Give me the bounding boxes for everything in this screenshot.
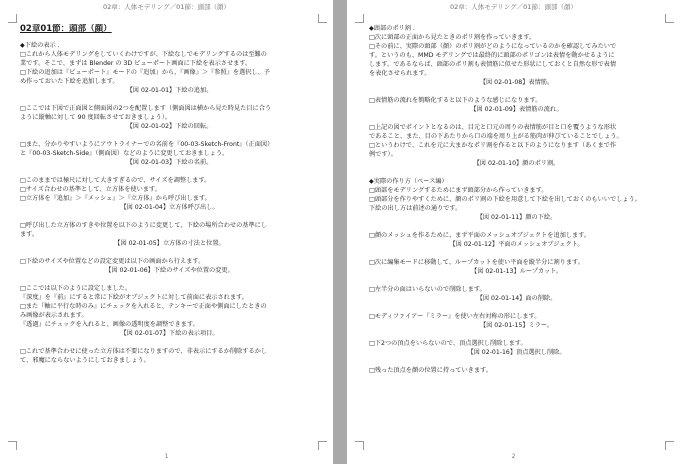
paragraph-line: □また『軸に平行な時のみ』にチェックを入れると、テンキーで正面や側面にしたときの xyxy=(20,303,267,310)
figure-caption: 【図 02-01-11】顔の下絵。 xyxy=(476,214,557,221)
blank-line xyxy=(369,222,664,231)
paragraph-line: □頭部分を作りやすくために、顔のポリ割の下絵を用意して下絵を出しておくのもいいでしょう。 xyxy=(369,196,641,203)
margin-corner-mark xyxy=(355,441,364,450)
paragraph-line: □立方体を『追加』＞『メッシュ』＞『立方体』から呼び出します。 xyxy=(20,195,211,202)
running-header: 02章：人体モデリング／01節：頭部（顔） xyxy=(103,3,230,11)
paragraph-line: □これで基準合わせに使った立方体は不要になりますので、非表示にするか削除するかし xyxy=(20,348,268,355)
paragraph-line: □顔のメッシュを作るために、まず平面のメッシュオブジェクトを追加します。 xyxy=(369,232,591,239)
paragraph-line: □サイズ合わせの基準として、立方体を使います。 xyxy=(20,186,161,193)
blank-line xyxy=(369,249,664,258)
paragraph-line: □モディファイアー『ミラー』を使い左右対称の形にします。 xyxy=(369,313,541,320)
paragraph-line: 『深度』を『前』にすると常に下絵がオブジェクトに対して前面に表示されます。 xyxy=(20,294,248,301)
chapter-title: 02章01節：頭部（顔） xyxy=(20,24,112,34)
paragraph-line: 業です。そこで、まずは Blender の 3D ビューポート画面に下絵を表示させます。 xyxy=(20,60,252,67)
figure-caption: 【図 02-01-16】頂点選択し削除。 xyxy=(467,349,566,356)
blank-line xyxy=(369,87,664,96)
section-heading: ◆実際の作り方（ベース編） xyxy=(369,178,448,185)
blank-line xyxy=(20,167,319,176)
paragraph-line: □表情筋の流れを簡略化すると以下のような感じになります。 xyxy=(369,97,542,104)
margin-corner-mark xyxy=(355,14,364,23)
blank-line xyxy=(20,338,319,347)
paragraph-line: と『00-03-Sketch-Side』（側面図）などのように変更しておきましょう。 xyxy=(20,150,229,157)
blank-line xyxy=(369,303,664,312)
paragraph-line: ます。 xyxy=(20,231,39,238)
blank-line xyxy=(369,330,664,339)
margin-corner-mark xyxy=(318,14,327,23)
blank-line xyxy=(369,357,664,366)
margin-corner-mark xyxy=(665,14,674,23)
paragraph-line: □残った頂点を顔の位置に持っていきます。 xyxy=(369,367,492,374)
margin-corner-mark xyxy=(8,441,17,450)
paragraph-line: します。であるならば、頭部のポリ割も表情筋に似せた形状にしておくと自然な形で表情 xyxy=(369,61,617,68)
section-heading: ◆下絵の表示 . xyxy=(20,42,60,49)
blank-line xyxy=(20,275,319,284)
paragraph-line: であること、また、目の下あたりから口の端を周り上がる筋肉が伸びていることでしょう。 xyxy=(369,133,623,140)
section-heading: ◆頭部のポリ割 . xyxy=(369,25,415,32)
paragraph-line: ように縦軸に対して 90 度回転させておきましょう）。 xyxy=(20,114,172,121)
figure-caption: 【図 02-01-15】ミラー。 xyxy=(479,322,554,329)
paragraph-line: □というわけで、これを元に大まかなポリ割を作ると以下のようになります（あくまで作 xyxy=(369,142,617,149)
running-header: 02章：人体モデリング／01節：頭部（顔） xyxy=(450,3,577,11)
paragraph-line: □上記の図でポイントとなるのは、目元と口元の周りの表情筋が目と口を覆うような形状 xyxy=(369,124,617,131)
paragraph-line: め作っておいた下絵を追加します。 xyxy=(20,78,119,85)
figure-caption: 【図 02-01-12】平面のメッシュオブジェクト。 xyxy=(449,241,584,248)
paragraph-line: み画像が表示されます。 xyxy=(20,312,88,319)
paragraph-line: □ここでは下図で正面図と側面図の2つを配置します（側面図は横から見た時見た目に合う xyxy=(20,105,272,112)
paragraph-line: 下絵の出し方は前述の通りです。 xyxy=(369,205,462,212)
paragraph-line: □ここでは以下のように設定しました。 xyxy=(20,285,132,292)
paragraph-line: す。というのも、MMD モデリングでは最終的に頭部のポリゴンは表情を動かせるように xyxy=(369,52,615,59)
figure-caption: 【図 02-01-05】立方体の寸法と位置。 xyxy=(114,240,225,247)
paragraph-line: □下2つの頂点をいらないので、頂点選択し削除します。 xyxy=(369,340,527,347)
blank-line xyxy=(369,276,664,285)
figure-caption: 【図 02-01-13】ループカット。 xyxy=(471,268,562,275)
blank-line xyxy=(20,248,319,257)
blank-line xyxy=(369,114,664,123)
paragraph-line: □呼び出した立方体のすきや位置を以下のように変更して、下絵の場所合わせの基準にし xyxy=(20,222,268,229)
figure-caption: 【図 02-01-06】下絵のサイズや位置の変更。 xyxy=(105,267,234,274)
paragraph-line: □このままでは極尺に対して大きすぎるので、サイズを調整します。 xyxy=(20,177,211,184)
blank-line xyxy=(369,168,664,177)
paragraph-line: □左半分の面はいらないので削除します。 xyxy=(369,286,486,293)
figure-caption: 【図 02-01-01】下絵の追加。 xyxy=(126,87,213,94)
page-body xyxy=(369,24,664,375)
margin-corner-mark xyxy=(665,441,674,450)
paragraph-line: □下絵のサイズや位置などの設定変更は以下の画面から行えます。 xyxy=(20,258,205,265)
figure-caption: 【図 02-01-07】下絵の表示項目。 xyxy=(120,330,219,337)
paragraph-line: □次に頭部の正面から見たときのポリ割を作っていきます。 xyxy=(369,34,536,41)
paragraph-line: 『透過』にチェックを入れると、画像の透明度を調整できます。 xyxy=(20,321,199,328)
blank-line xyxy=(20,131,319,140)
paragraph-line: を表化させられます。 xyxy=(369,70,431,77)
paragraph-line: □頭部をモデリングするためにまず頭部分から作っていきます。 xyxy=(369,187,548,194)
blank-line xyxy=(20,212,319,221)
figure-caption: 【図 02-01-04】立方体呼び出し。 xyxy=(120,204,219,211)
paragraph-line: て、邪魔にならないようにしておきましょう。 xyxy=(20,357,150,364)
figure-caption: 【図 02-01-08】表情筋。 xyxy=(479,79,554,86)
document-page-1 xyxy=(0,0,333,464)
figure-caption: 【図 02-01-02】下絵の回転。 xyxy=(126,123,213,130)
paragraph-line: □また、分かりやすいようにアウトライナーでの名前を『00-03-Sketch-Front』（正面図） xyxy=(20,141,274,148)
paragraph-line: 例です）。 xyxy=(369,151,397,158)
margin-corner-mark xyxy=(8,14,17,23)
figure-caption: 【図 02-01-14】面の削除。 xyxy=(476,295,557,302)
paragraph-line: □その前に、実際の頭部（顔）のポリ割がどのようになっているのかを確認してみたいで xyxy=(369,43,617,50)
document-page-2 xyxy=(347,0,680,464)
paragraph-line: □下絵の追加は『ビューポート』モードの『追加』から、『画像』＞『参照』を選択し、予 xyxy=(20,69,270,76)
margin-corner-mark xyxy=(318,441,327,450)
paragraph-line: □これから人体モデリングをしていくわけですが、下絵なしでモデリングするのは至難の xyxy=(20,51,267,58)
figure-caption: 【図 02-01-03】下絵の名前。 xyxy=(126,159,213,166)
paragraph-line: □次に編集モードに移動して、ループカットを使い平面を縦半分に割ります。 xyxy=(369,259,584,266)
page-body xyxy=(20,24,319,365)
figure-caption: 【図 02-01-09】表情筋の流れ。 xyxy=(470,106,563,113)
page-gap xyxy=(333,0,347,464)
page-number: 2 xyxy=(511,453,516,460)
blank-line xyxy=(20,95,319,104)
figure-caption: 【図 02-01-10】顔のポリ割。 xyxy=(473,160,560,167)
page-number: 1 xyxy=(164,453,169,460)
